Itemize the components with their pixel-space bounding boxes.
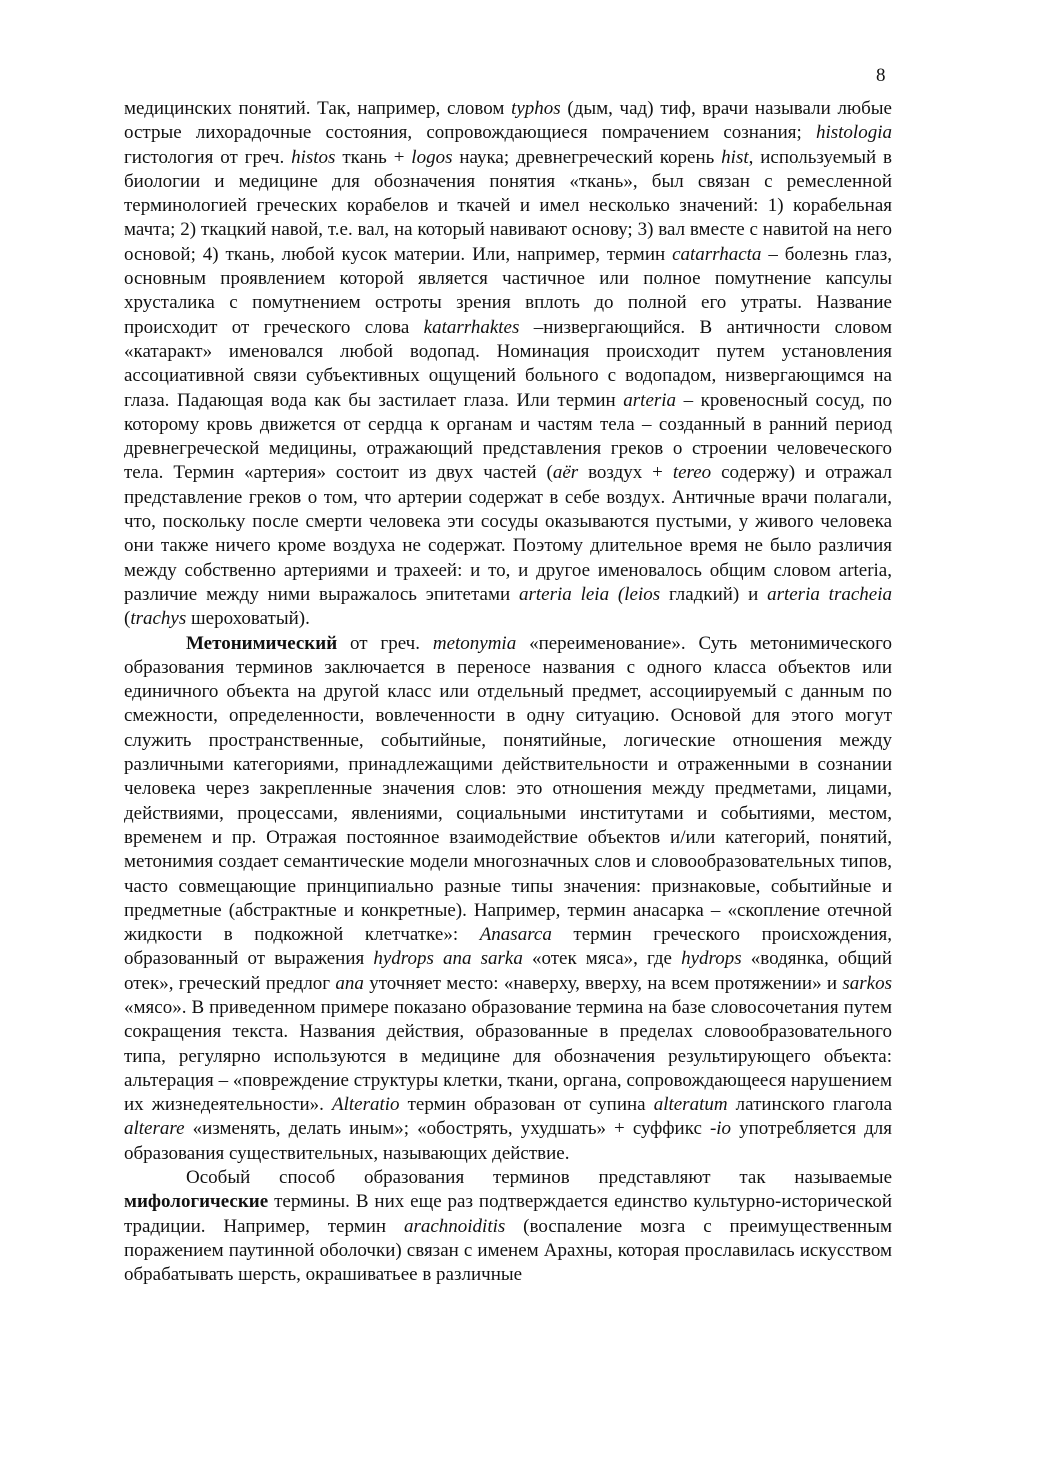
text-run: «отек мяса», где (522, 948, 682, 970)
text-run: «изменять, делать иным»; «обострять, ухудшать» + суффикс (184, 1118, 710, 1140)
italic-term: arachnoiditis (403, 1215, 506, 1237)
italic-term: alterare (124, 1118, 185, 1140)
italic-term: aёr (552, 462, 579, 484)
italic-term: metonymia (432, 632, 517, 654)
italic-term: katarrhaktes (423, 316, 520, 338)
italic-term: hydrops (681, 948, 742, 970)
italic-term: sarkos (842, 972, 892, 994)
text-run: гладкий) и (660, 583, 768, 605)
text-run: уточняет место: «наверху, вверху, на всем протяжении» и (363, 972, 843, 994)
italic-term: histologia (815, 122, 892, 144)
document-body (124, 97, 892, 1288)
italic-term: trachys (130, 608, 187, 630)
text-run: (воспаление мозга с преимущественным поражением паутинной оболочки) связан с именем Арахны, которая прославилась искусством обрабатывать шерсть, окрашиватьее в различные (124, 1215, 893, 1286)
text-run: наука; древнегреческий корень (452, 146, 722, 168)
italic-term: hist (721, 146, 749, 168)
text-run: , используемый в биологии и медицине для обозначения понятия «ткань», был связан с ремесленной терминологией греческих корабелов и ткачей и имел несколько значений: 1) корабельная мачта; 2) ткацкий навой, т.е. вал, на который навивают основу; 3) вал вместе с навитой на него основой; 4) ткань, любой кусок материи. Или, например, термин (124, 146, 892, 265)
paragraph-2 (124, 632, 892, 1167)
italic-term: arteria leia (leios (518, 583, 661, 605)
bold-term: Метонимический (186, 632, 338, 654)
italic-term: typhos (511, 98, 561, 119)
text-run: латинского глагола (727, 1094, 893, 1116)
italic-term: tereo (672, 462, 712, 484)
italic-term: Anasarca (479, 924, 552, 946)
italic-term: catarrhacta (672, 243, 762, 265)
italic-term: arteria tracheia (767, 583, 892, 605)
text-run: ткань + (335, 146, 412, 168)
text-run: гистология от греч. (124, 146, 292, 168)
italic-term: hydrops ana sarka (373, 948, 523, 970)
text-run: – болезнь глаз, основным проявлением которой является частичное или полное помутнение капсулы хрусталика с помутнением остроты зрения вплоть до полной его утраты. Название происходит от греческого слова (124, 243, 892, 338)
text-run: шероховатый). (186, 608, 310, 630)
text-run: термин греческого происхождения, образованный от выражения (124, 924, 893, 970)
italic-term: arteria (623, 389, 677, 411)
page-number: 8 (876, 65, 886, 86)
text-run: медицинских понятий. Так, например, словом (124, 98, 512, 119)
text-run: «водянка, общий отек», греческий предлог (124, 948, 892, 994)
text-run: «переименование». Суть метонимического образования терминов заключается в переносе названия с одного класса объектов или единичного объекта на другой класс или отдельный предмет, ассоциируемый с данным по смежности, определенности, вовлеченности в одну ситуацию. Основой для этого могут служить пространственные, событийные, понятийные, логические отношения между различными категориями, принадлежащими действительности и отраженными в сознании человека через закрепленные значения слов: это отношения между предметами, лицами, действиями, процессами, явлениями, социальными институтами и событиями, местом, временем и пр. Отражая постоянное взаимодействие объектов и/или категорий, понятий, метонимия создает семантические модели многозначных слов и словообразовательных типов, часто совмещающие принципиально разные типы значения: признаковые, событийные и предметные (абстрактные и конкретные). Например, термин анасарка – «скопление отечной жидкости в подкожной клетчатке»: (124, 632, 892, 946)
bold-term: мифологические (124, 1191, 269, 1213)
italic-term: alteratum (653, 1094, 728, 1116)
paragraph-1 (124, 97, 892, 632)
italic-term: histos (291, 146, 336, 168)
text-run: ( (124, 608, 131, 630)
text-run: «мясо». В приведенном примере показано образование термина на базе словосочетания путем сокращения текста. Названия действия, образованные в пределах словообразовательного типа, регулярно используются в медицине для обозначения результирующего объекта: альтерация – «повреждение структуры клетки, ткани, органа, сопровождающееся нарушением их жизнедеятельности». (124, 996, 892, 1116)
text-run: термины. В них еще раз подтверждается единство культурно-исторической традиции. Например, термин (124, 1191, 892, 1237)
paragraph-3 (124, 1166, 892, 1287)
text-run: –низвергающийся. В античности словом «катаракт» именовался любой водопад. Номинация происходит путем установления ассоциативной связи субъективных ощущений больного с водопадом, низвергающимся на глаза. Падающая вода как бы застилает глаза. Или термин (124, 316, 892, 411)
text-run: употребляется для образования существительных, называющих действие. (124, 1118, 892, 1164)
text-run: Особый способ образования терминов представляют так называемые (186, 1167, 892, 1189)
text-run: воздух + (578, 462, 673, 484)
text-run: содержу) и отражал представление греков о том, что артерии содержат в себе воздух. Античные врачи полагали, что, поскольку после смерти человека эти сосуды оказываются пустыми, у живого человека они также ничего кроме воздуха не содержат. Поэтому длительное время не было различия между собственно артериями и трахеей: и то, и другое именовалось общим словом arteria, различие между ними выражалось эпитетами (124, 462, 892, 605)
italic-term: logos (411, 146, 453, 168)
text-run: от греч. (337, 632, 433, 654)
text-run: – кровеносный сосуд, по которому кровь движется от сердца к органам и частям тела – созданный в ранний период древнегреческой медицины, отражающий представления греков о строении человеческого тела. Термин «артерия» состоит из двух частей ( (124, 389, 892, 484)
text-run: (дым, чад) тиф, врачи называли любые острые лихорадочные состояния, сопровождающиеся помрачением сознания; (124, 98, 892, 144)
italic-term: -io (709, 1118, 732, 1140)
italic-term: ana (335, 972, 364, 994)
text-run: термин образован от супина (399, 1094, 654, 1116)
italic-term: Alteratio (331, 1094, 400, 1116)
